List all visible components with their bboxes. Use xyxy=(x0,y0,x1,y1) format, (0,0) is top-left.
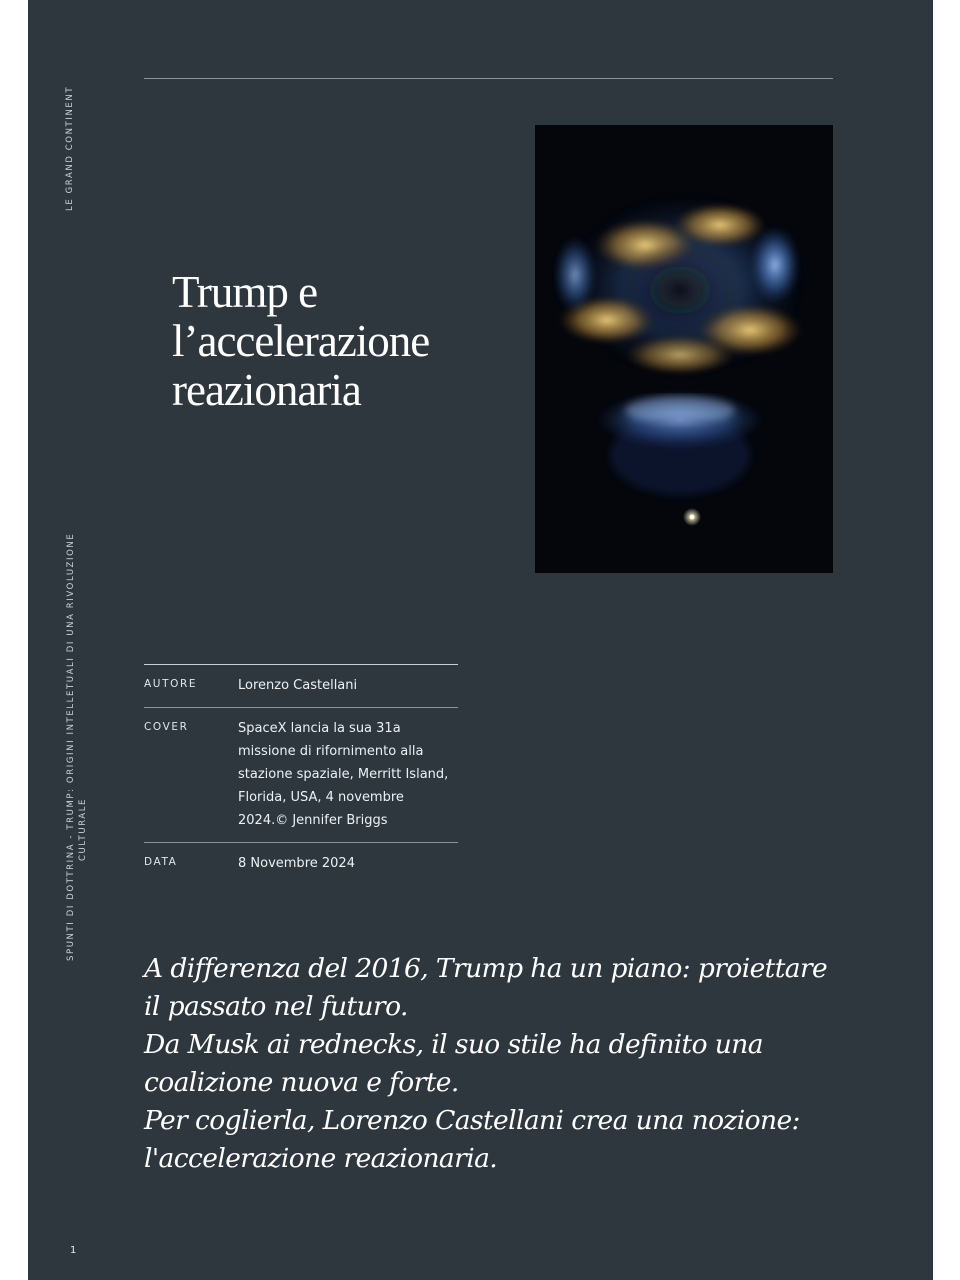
meta-label-date: DATA xyxy=(144,856,178,868)
series-line-1: SPUNTI DI DOTTRINA - TRUMP: ORIGINI INTELLETUALI DI UNA RIVOLUZIONE xyxy=(66,532,76,961)
meta-value-author: Lorenzo Castellani xyxy=(238,678,358,693)
series-line-2: CULTURALE xyxy=(78,797,88,861)
page-title: Trump e l’accelerazione reazionaria xyxy=(172,267,430,415)
lede-paragraph-2: Da Musk ai rednecks, il suo stile ha definito una coalizione nuova e forte. xyxy=(144,1029,763,1098)
page-number: 1 xyxy=(70,1245,77,1256)
meta-row-cover xyxy=(144,708,458,843)
article-meta xyxy=(144,664,458,885)
top-divider xyxy=(144,78,833,79)
meta-row-date xyxy=(144,843,458,885)
meta-label-cover: COVER xyxy=(144,721,189,733)
rocket-launch-photo xyxy=(535,125,833,573)
page xyxy=(28,0,933,1280)
meta-value-date: 8 Novembre 2024 xyxy=(238,856,355,871)
cover-image xyxy=(535,125,833,573)
article-lede xyxy=(144,950,834,1178)
meta-row-author xyxy=(144,665,458,708)
lede-paragraph-1: A differenza del 2016, Trump ha un piano: proiettare il passato nel futuro. xyxy=(144,953,828,1022)
meta-value-cover: SpaceX lancia la sua 31a missione di rifornimento alla stazione spaziale, Merritt Island, Florida, USA, 4 novembre 2024.© Jennifer Briggs xyxy=(238,721,449,828)
meta-label-author: AUTORE xyxy=(144,678,198,690)
series-vertical-label xyxy=(65,533,89,961)
lede-paragraph-3: Per coglierla, Lorenzo Castellani crea una nozione: l'accelerazione reazionaria. xyxy=(144,1105,800,1174)
brand-vertical-label: LE GRAND CONTINENT xyxy=(65,85,75,211)
